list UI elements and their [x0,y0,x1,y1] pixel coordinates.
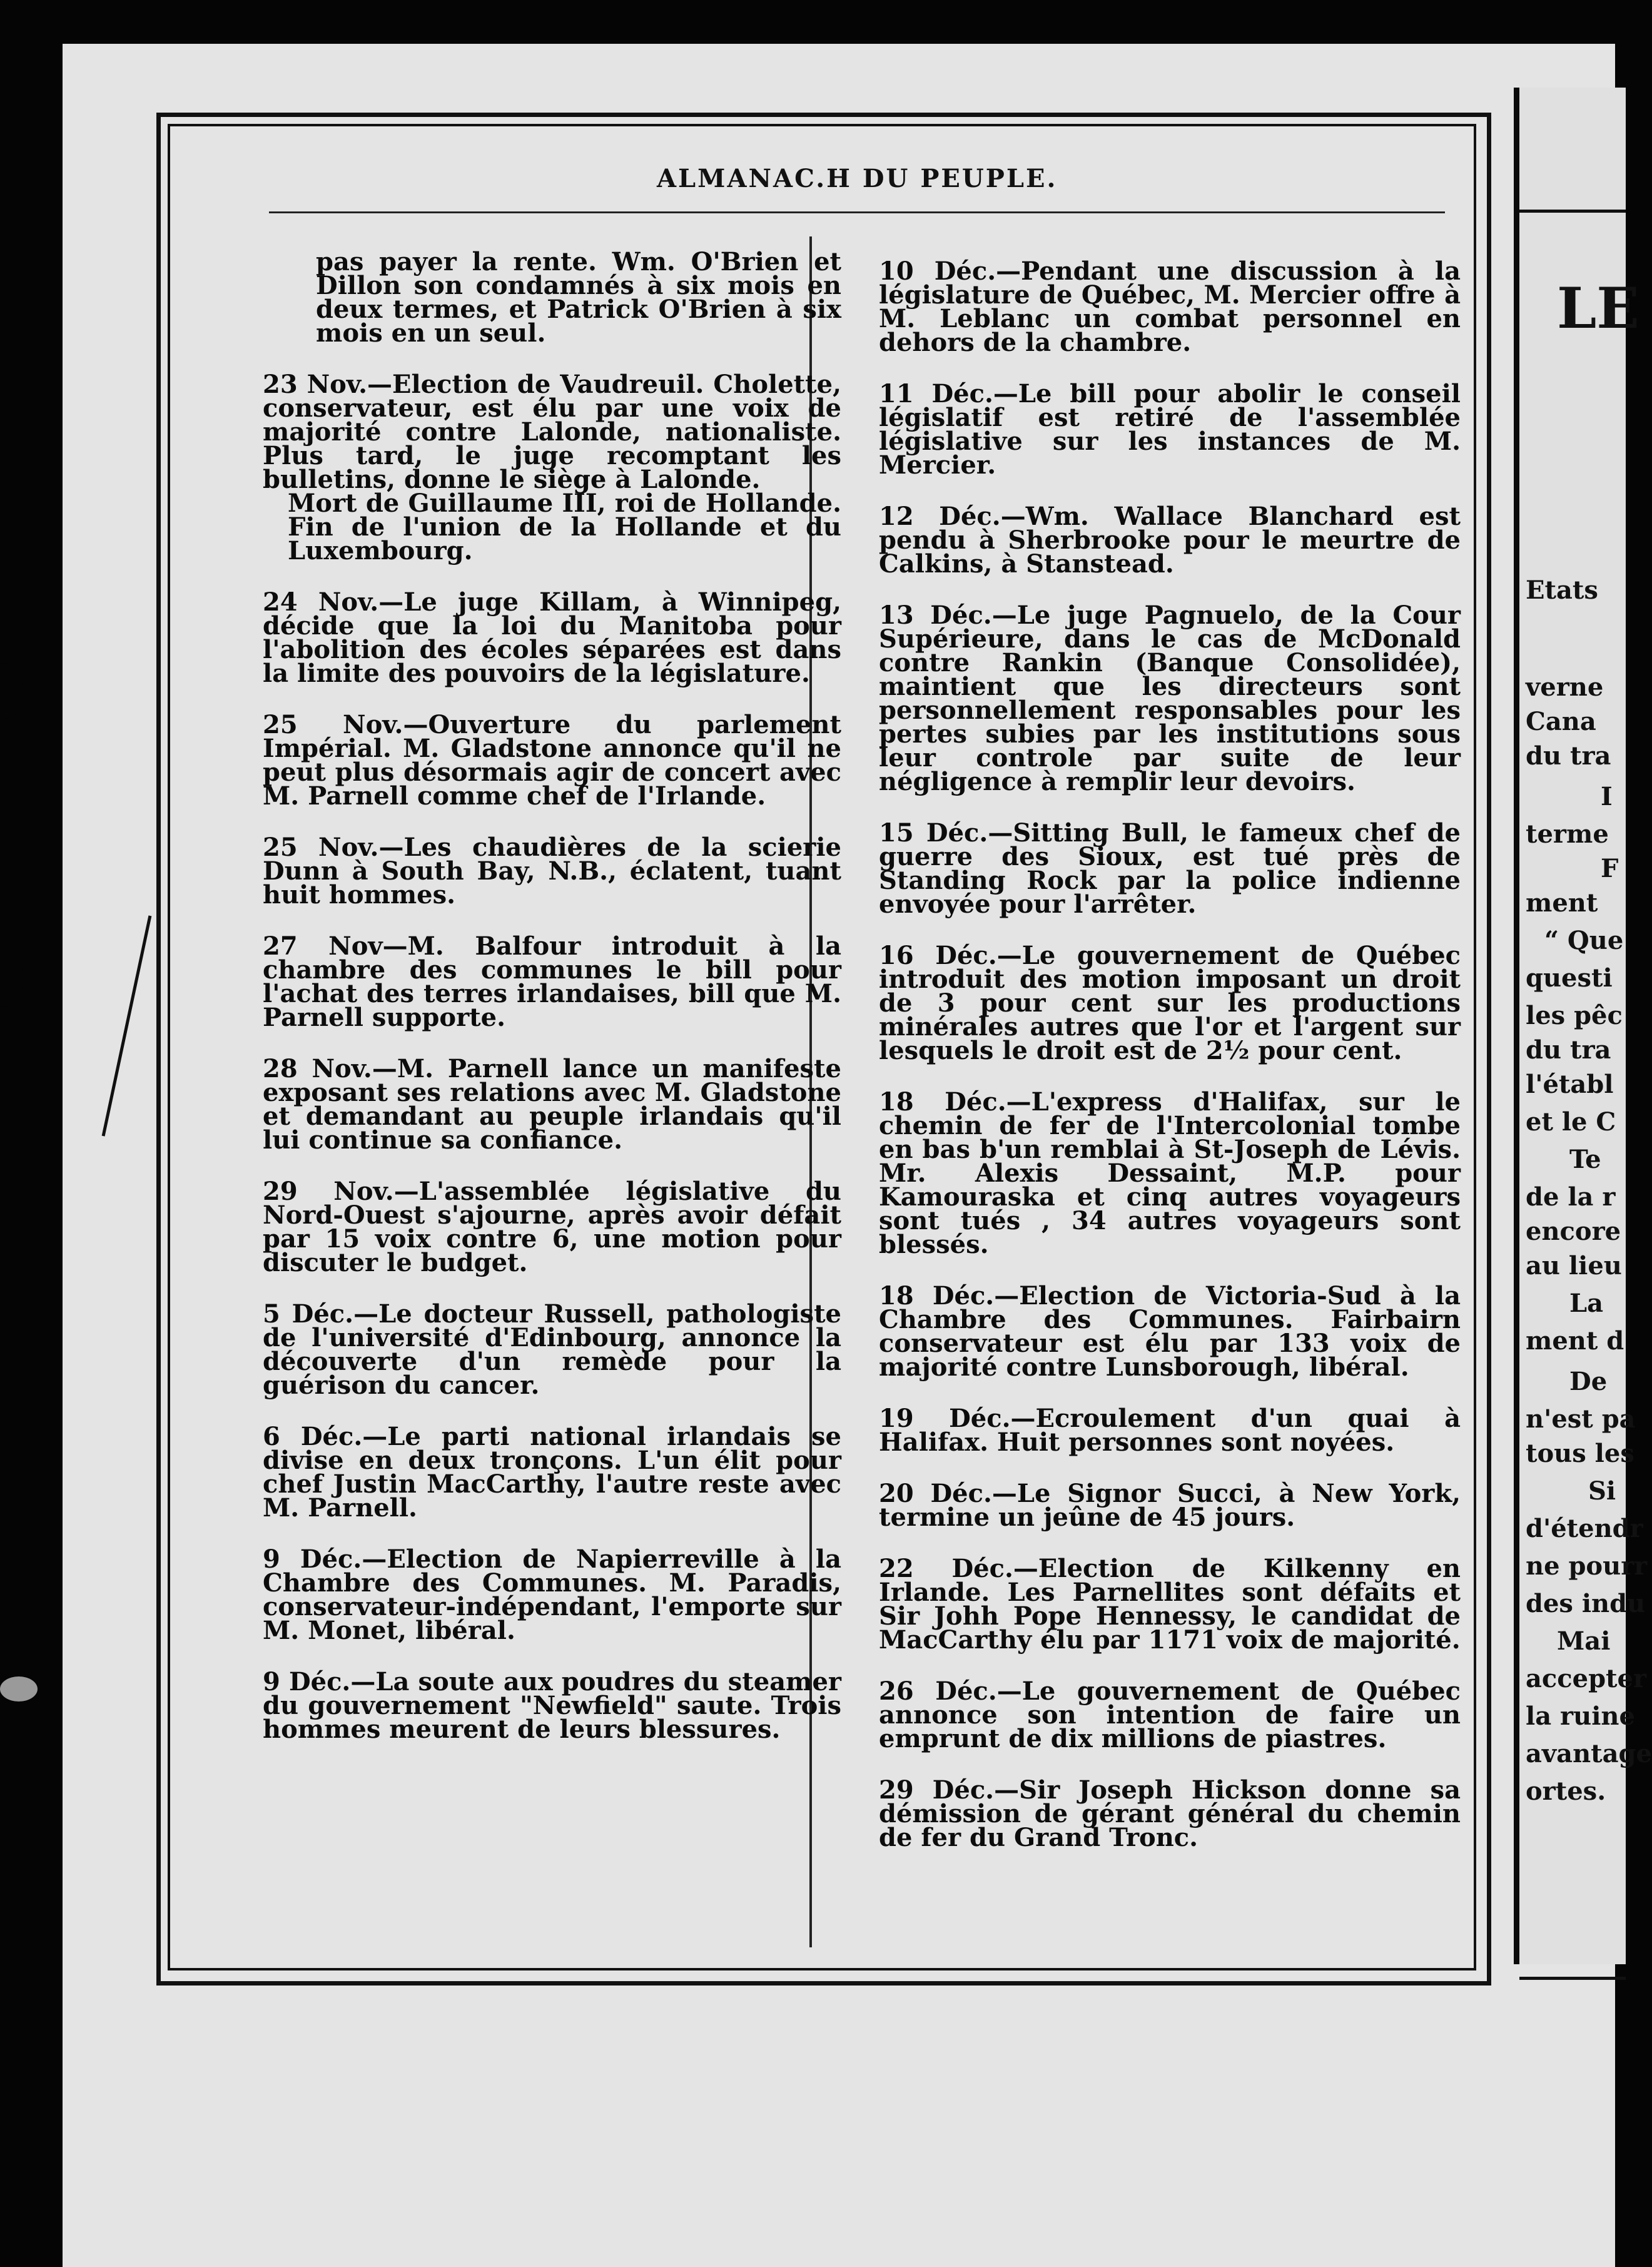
binding-hole [0,951,23,1007]
entry-date: 19 Déc. [879,1404,1011,1433]
chronology-entry [263,931,841,1032]
entry-text: —Le bill pour abolir le conseil législatif est retiré de l'assemblée législative sur les instances de M. Mercier. [879,379,1461,480]
facing-page-fragment: la ruine [1526,1702,1635,1731]
chronology-entry [263,710,841,811]
entry-text: —Le parti national irlandais se divise en deux tronçons. L'un élit pour chef Justin MacCarthy, l'autre reste avec M. Parnell. [263,1422,841,1523]
facing-page-fragment: encore [1526,1217,1621,1246]
right-column [879,256,1461,1852]
entry-text: —Les chaudières de la scierie Dunn à South Bay, N.B., éclatent, tuant huit hommes. [263,833,841,910]
entry-date: 28 Nov. [263,1054,372,1083]
facing-page-fragment: ne pourr [1526,1551,1648,1581]
entry-text: —Le juge Killam, à Winnipeg, décide que la loi du Manitoba pour l'abolition des écoles séparées est dans la limite des pouvoirs de la législature. [263,587,841,688]
entry-date: 16 Déc. [879,941,997,970]
facing-page [1514,88,1652,1964]
entry-text: —Le gouvernement de Québec introduit des motion imposant un droit de 3 pour cent sur les productions minérales autres que l'or et l'argent sur lesquels le droit est de 2½ pour cent. [879,941,1461,1065]
facing-page-rule [1519,210,1626,213]
entry-date: 11 Déc. [879,379,993,408]
entry-date: 20 Déc. [879,1479,992,1508]
entry-date: 18 Déc. [879,1087,1006,1117]
entry-date: 18 Déc. [879,1281,995,1311]
chronology-entry [879,502,1461,579]
entry-text: —M. Parnell lance un manifeste exposant ses relations avec M. Gladstone et demandant au peuple irlandais qu'il lui continue sa confiance. [263,1054,841,1155]
entry-date: 13 Déc. [879,601,992,630]
facing-page-fragment: n'est pa [1526,1404,1636,1434]
entry-date: 9 Déc. [263,1667,351,1696]
chronology-entry [879,1775,1461,1852]
facing-page-fragment: Mai [1557,1626,1611,1656]
entry-date: 26 Déc. [879,1676,997,1706]
facing-page-rule [1519,1977,1626,1980]
facing-page-fragment: l'établ [1526,1070,1614,1099]
facing-page-fragment: de la r [1526,1182,1616,1212]
chronology-entry [879,1281,1461,1382]
facing-page-fragment: d'étendr [1526,1514,1643,1543]
entry-date: 29 Nov. [263,1177,394,1206]
chronology-entry [263,1054,841,1155]
facing-page-fragment: Etats [1526,576,1598,605]
chronology-entry [263,1177,842,1277]
facing-page-fragment: tous les [1526,1439,1634,1468]
entry-text: —Election de Vaudreuil. Cholette, conservateur, est élu par une voix de majorité contre Lalonde, nationaliste. Plus tard, le juge recomptant les bulletins, donne le siège à Lalonde. [263,370,841,494]
chronology-entry [263,833,841,910]
facing-page-fragment: ortes. [1526,1777,1606,1806]
chronology-entry [263,1299,841,1400]
entry-text: —M. Balfour introduit à la chambre des communes le bill pour l'achat des terres irlandaises, bill que M. Parnell supporte. [263,931,841,1032]
facing-page-fragment: des indu [1526,1589,1646,1618]
chronology-entry [879,818,1461,919]
entry-text: —Sitting Bull, le fameux chef de guerre des Sioux, est tué près de Standing Rock par la police indienne envoyée pour l'arrêter. [879,818,1461,919]
header-rule [269,211,1445,213]
chronology-entry [263,1422,841,1523]
entry-text: —Sir Joseph Hickson donne sa démission de gérant général du chemin de fer du Grand Tronc. [879,1775,1461,1852]
entry-date: 29 Déc. [879,1775,995,1805]
facing-page-fragment: du tra [1526,1035,1611,1065]
chronology-entry [263,1667,841,1744]
entry-text: —Wm. Wallace Blanchard est pendu à Sherbrooke pour le meurtre de Calkins, à Stanstead. [879,502,1461,579]
chronology-entry [263,370,841,565]
entry-date: 15 Déc. [879,818,988,848]
entry-text: —Le juge Pagnuelo, de la Cour Supérieure, dans le cas de McDonald contre Rankin (Banque Consolidée), maintient que les directeurs sont personnellement responsables pour les pertes subies par les institutions sous leur controle par suite de leur négligence à remplir leur devoirs. [879,601,1461,796]
entry-subnote: Mort de Guillaume III, roi de Hollande. Fin de l'union de la Hollande et du Luxembourg. [288,489,841,565]
facing-page-fragment: De [1569,1367,1608,1396]
facing-page-fragment: LE [1557,275,1639,342]
entry-date: 25 Nov. [263,833,379,862]
entry-date: 5 Déc. [263,1299,354,1329]
page-header: ALMANAC.H DU PEUPLE. [657,164,1058,193]
entry-text: —Pendant une discussion à la législature de Québec, M. Mercier offre à M. Leblanc un combat personnel en dehors de la chambre. [879,256,1461,357]
entry-text: —Le Signor Succi, à New York, termine un jeûne de 45 jours. [879,1479,1461,1532]
facing-page-fragment: verne [1526,672,1604,702]
binding-hole [0,663,23,719]
chronology-entry [263,1544,841,1645]
entry-text: —Election de Victoria-Sud à la Chambre des Communes. Fairbairn conservateur est élu par 133 voix de majorité contre Lunsborough, libéral. [879,1281,1461,1382]
entry-text: —Election de Kilkenny en Irlande. Les Parnellites sont défaits et Sir Johh Pope Hennessy, le candidat de MacCarthy élu par 1171 voix de majorité. [879,1554,1461,1655]
chronology-entry [879,1676,1461,1753]
facing-page-fragment: I [1601,782,1613,811]
facing-page-fragment: les pêc [1526,1001,1623,1030]
facing-page-fragment: La [1569,1289,1604,1318]
facing-page-fragment: accepter [1526,1664,1647,1693]
facing-page-fragment: F [1601,854,1619,883]
chronology-entry [879,1479,1461,1532]
facing-page-fragment: “ Que [1544,926,1624,955]
entry-text: pas payer la rente. Wm. O'Brien et Dillon son condamnés à six mois en deux termes, et Patrick O'Brien à six mois en un seul. [316,247,841,348]
entry-date: 23 Nov. [263,370,367,399]
facing-page-fragment: ment d [1526,1326,1624,1356]
left-column [263,247,842,1744]
chronology-entry [879,1087,1461,1259]
entry-date: 22 Déc. [879,1554,1013,1583]
facing-page-fragment: du tra [1526,741,1611,771]
chronology-entry [879,1554,1461,1655]
entry-text: —L'express d'Halifax, sur le chemin de fer de l'Intercolonial tombe en bas b'un remblai à St-Joseph de Lévis. Mr. Alexis Dessaint, M.P. pour Kamouraska et cinq autres voyageurs sont tués , 34 autres voyageurs sont blessés. [879,1087,1461,1259]
entry-text: —L'assemblée législative du Nord-Ouest s'ajourne, après avoir défait par 15 voix contre 6, une motion pour discuter le budget. [263,1177,842,1277]
entry-text: —La soute aux poudres du steamer du gouvernement "Newfield" saute. Trois hommes meurent de leurs blessures. [263,1667,841,1744]
facing-page-fragment: et le C [1526,1107,1616,1137]
facing-page-fragment: Si [1588,1476,1616,1506]
entry-date: 25 Nov. [263,710,403,739]
chronology-entry [263,587,841,688]
facing-page-fragment: ment [1526,888,1598,918]
facing-page-fragment: terme [1526,819,1609,849]
entry-text: —Election de Napierreville à la Chambre des Communes. M. Paradis, conservateur-indépendant, l'emporte sur M. Monet, libéral. [263,1544,841,1645]
entry-text: —Ecroulement d'un quai à Halifax. Huit personnes sont noyées. [879,1404,1461,1457]
chronology-entry [879,379,1461,480]
scan-artifact [0,1676,38,1702]
facing-page-fragment: Te [1569,1145,1601,1174]
chronology-entry [879,256,1461,357]
entry-text: —Ouverture du parlement Impérial. M. Gladstone annonce qu'il ne peut plus désormais agir de concert avec M. Parnell comme chef de l'Irlande. [263,710,841,811]
facing-page-fragment: au lieu [1526,1251,1622,1281]
entry-text: —Le gouvernement de Québec annonce son intention de faire un emprunt de dix millions de piastres. [879,1676,1461,1753]
facing-page-fragment: Cana [1526,707,1596,736]
chronology-entry [879,601,1461,796]
facing-page-fragment: questi [1526,963,1613,993]
chronology-entry [879,941,1461,1065]
chronology-entry [263,247,841,348]
entry-date: 10 Déc. [879,256,996,286]
entry-date: 12 Déc. [879,502,1001,531]
chronology-entry [879,1404,1461,1457]
facing-page-fragment: avantage [1526,1739,1652,1768]
entry-text: —Le docteur Russell, pathologiste de l'université d'Edinbourg, annonce la découverte d'un remède pour la guérison du cancer. [263,1299,841,1400]
entry-date: 27 Nov [263,931,383,961]
entry-date: 24 Nov. [263,587,379,617]
entry-date: 9 Déc. [263,1544,362,1574]
entry-date: 6 Déc. [263,1422,363,1451]
